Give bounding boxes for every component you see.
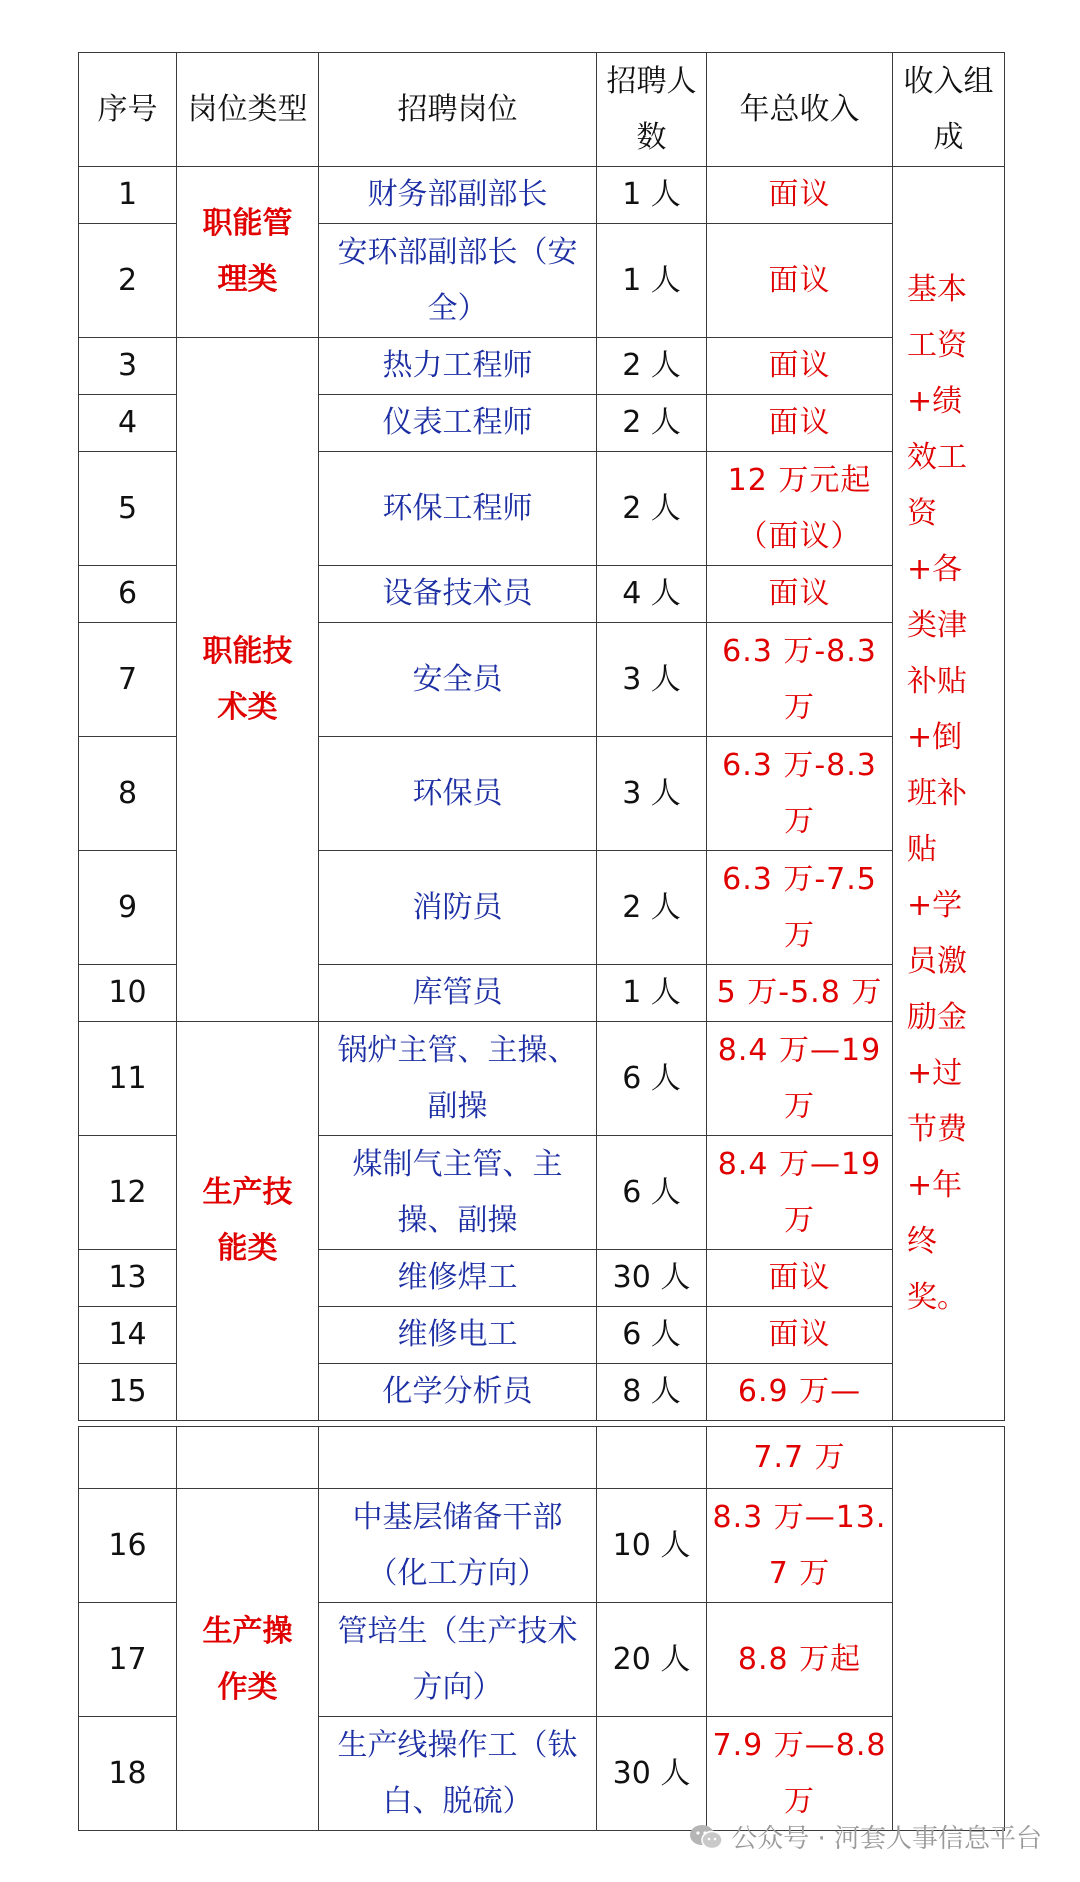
header-composition: 收入组成 <box>893 53 1005 167</box>
row-count: 1 人 <box>597 224 707 338</box>
category-cell: 生产技能类 <box>177 1022 319 1421</box>
row-count: 2 人 <box>597 338 707 395</box>
row-count <box>597 1427 707 1489</box>
row-position: 仪表工程师 <box>319 395 597 452</box>
row-count: 6 人 <box>597 1307 707 1364</box>
row-salary: 6.3 万-7.5 万 <box>707 851 893 965</box>
row-seq: 11 <box>79 1022 177 1136</box>
row-seq: 6 <box>79 566 177 623</box>
recruitment-table <box>78 52 1005 1421</box>
row-salary: 12 万元起（面议） <box>707 452 893 566</box>
header-row <box>79 53 1005 167</box>
table-row <box>79 1489 1005 1603</box>
table-row <box>79 1427 1005 1489</box>
row-seq: 12 <box>79 1136 177 1250</box>
row-count: 2 人 <box>597 452 707 566</box>
row-seq <box>79 1427 177 1489</box>
table-row <box>79 167 1005 224</box>
row-seq: 2 <box>79 224 177 338</box>
row-position: 中基层储备干部（化工方向） <box>319 1489 597 1603</box>
row-seq: 9 <box>79 851 177 965</box>
row-salary: 8.3 万—13.7 万 <box>707 1489 893 1603</box>
row-position: 管培生（生产技术方向） <box>319 1603 597 1717</box>
row-salary: 面议 <box>707 338 893 395</box>
row-seq: 3 <box>79 338 177 395</box>
composition-cell-empty <box>893 1427 1005 1831</box>
row-count: 3 人 <box>597 623 707 737</box>
row-position: 环保工程师 <box>319 452 597 566</box>
row-count: 4 人 <box>597 566 707 623</box>
row-salary: 面议 <box>707 1307 893 1364</box>
row-salary: 面议 <box>707 167 893 224</box>
row-salary: 面议 <box>707 224 893 338</box>
watermark-text: 公众号 · 河套人事信息平台 <box>731 1824 1042 1854</box>
row-position: 化学分析员 <box>319 1364 597 1421</box>
row-position: 热力工程师 <box>319 338 597 395</box>
header-salary: 年总收入 <box>707 53 893 167</box>
row-count: 30 人 <box>597 1717 707 1831</box>
row-seq: 17 <box>79 1603 177 1717</box>
category-cell: 职能管理类 <box>177 167 319 338</box>
row-position: 维修焊工 <box>319 1250 597 1307</box>
row-count: 3 人 <box>597 737 707 851</box>
row-position: 生产线操作工（钛白、脱硫） <box>319 1717 597 1831</box>
row-seq: 10 <box>79 965 177 1022</box>
income-composition-cell: 基本工资+绩效工资+各类津补贴+倒班补贴+学员激励金+过节费+年终奖。 <box>893 167 1005 1421</box>
row-count: 20 人 <box>597 1603 707 1717</box>
row-seq: 14 <box>79 1307 177 1364</box>
row-seq: 8 <box>79 737 177 851</box>
row-salary: 6.3 万-8.3 万 <box>707 623 893 737</box>
row-salary: 8.4 万—19 万 <box>707 1136 893 1250</box>
row-seq: 4 <box>79 395 177 452</box>
row-salary: 8.4 万—19 万 <box>707 1022 893 1136</box>
row-salary: 面议 <box>707 566 893 623</box>
wechat-icon <box>689 1823 723 1851</box>
row-salary: 面议 <box>707 1250 893 1307</box>
row-position: 财务部副部长 <box>319 167 597 224</box>
category-cell-empty <box>177 1427 319 1489</box>
row-salary: 6.9 万— <box>707 1364 893 1421</box>
header-count: 招聘人数 <box>597 53 707 167</box>
row-salary: 5 万-5.8 万 <box>707 965 893 1022</box>
row-salary: 6.3 万-8.3 万 <box>707 737 893 851</box>
row-count: 2 人 <box>597 851 707 965</box>
row-count: 30 人 <box>597 1250 707 1307</box>
row-position: 设备技术员 <box>319 566 597 623</box>
row-seq: 13 <box>79 1250 177 1307</box>
row-seq: 16 <box>79 1489 177 1603</box>
watermark <box>689 1818 1042 1855</box>
row-position <box>319 1427 597 1489</box>
row-salary: 7.9 万—8.8 万 <box>707 1717 893 1831</box>
row-seq: 18 <box>79 1717 177 1831</box>
header-seq: 序号 <box>79 53 177 167</box>
row-count: 6 人 <box>597 1022 707 1136</box>
row-count: 1 人 <box>597 167 707 224</box>
row-position: 库管员 <box>319 965 597 1022</box>
recruitment-table-continued <box>78 1426 1005 1831</box>
row-count: 2 人 <box>597 395 707 452</box>
table-row <box>79 1022 1005 1136</box>
row-position: 锅炉主管、主操、副操 <box>319 1022 597 1136</box>
row-position: 维修电工 <box>319 1307 597 1364</box>
row-seq: 5 <box>79 452 177 566</box>
row-position: 安全员 <box>319 623 597 737</box>
row-position: 消防员 <box>319 851 597 965</box>
row-seq: 7 <box>79 623 177 737</box>
row-count: 8 人 <box>597 1364 707 1421</box>
category-cell: 职能技术类 <box>177 338 319 1022</box>
row-position: 安环部副部长（安全） <box>319 224 597 338</box>
row-count: 6 人 <box>597 1136 707 1250</box>
header-position: 招聘岗位 <box>319 53 597 167</box>
header-category: 岗位类型 <box>177 53 319 167</box>
row-count: 10 人 <box>597 1489 707 1603</box>
row-position: 环保员 <box>319 737 597 851</box>
category-cell: 生产操作类 <box>177 1489 319 1831</box>
row-seq: 1 <box>79 167 177 224</box>
row-count: 1 人 <box>597 965 707 1022</box>
row-salary: 8.8 万起 <box>707 1603 893 1717</box>
row-salary: 7.7 万 <box>707 1427 893 1489</box>
row-salary: 面议 <box>707 395 893 452</box>
table-row <box>79 338 1005 395</box>
row-position: 煤制气主管、主操、副操 <box>319 1136 597 1250</box>
row-seq: 15 <box>79 1364 177 1421</box>
